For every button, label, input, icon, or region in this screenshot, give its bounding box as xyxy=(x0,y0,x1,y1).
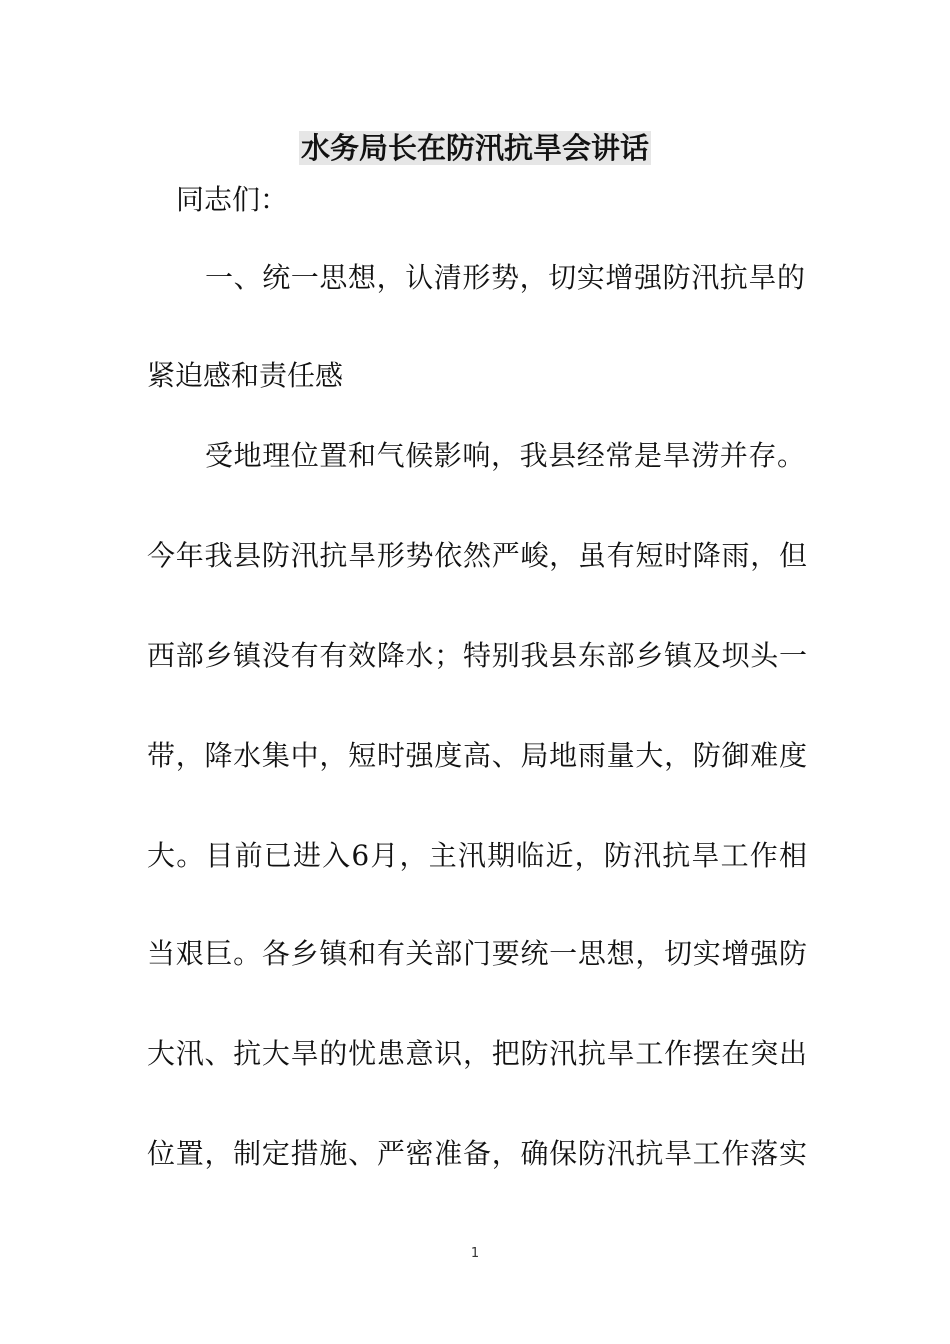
paragraph-line: 带，降水集中，短时强度高、局地雨量大，防御难度 xyxy=(147,739,807,772)
paragraph-line: 大。目前已进入6月，主汛期临近，防汛抗旱工作相 xyxy=(147,839,807,872)
page-number: 1 xyxy=(470,1246,480,1261)
paragraph-line: 今年我县防汛抗旱形势依然严峻，虽有短时降雨，但 xyxy=(147,539,807,572)
document-title xyxy=(0,128,950,168)
heading-line-1: 一、统一思想，认清形势，切实增强防汛抗旱的 xyxy=(205,261,805,294)
paragraph-line: 大汛、抗大旱的忧患意识，把防汛抗旱工作摆在突出 xyxy=(147,1037,807,1070)
paragraph-line: 当艰巨。各乡镇和有关部门要统一思想，切实增强防 xyxy=(147,937,807,970)
document-title-text: 水务局长在防汛抗旱会讲话 xyxy=(300,131,649,165)
heading-line-2: 紧迫感和责任感 xyxy=(147,359,344,392)
paragraph-line: 位置，制定措施、严密准备，确保防汛抗旱工作落实 xyxy=(147,1137,807,1170)
paragraph-line: 西部乡镇没有有效降水；特别我县东部乡镇及坝头一 xyxy=(147,639,807,672)
paragraph-line: 受地理位置和气候影响，我县经常是旱涝并存。 xyxy=(205,439,805,472)
greeting: 同志们： xyxy=(176,183,289,216)
